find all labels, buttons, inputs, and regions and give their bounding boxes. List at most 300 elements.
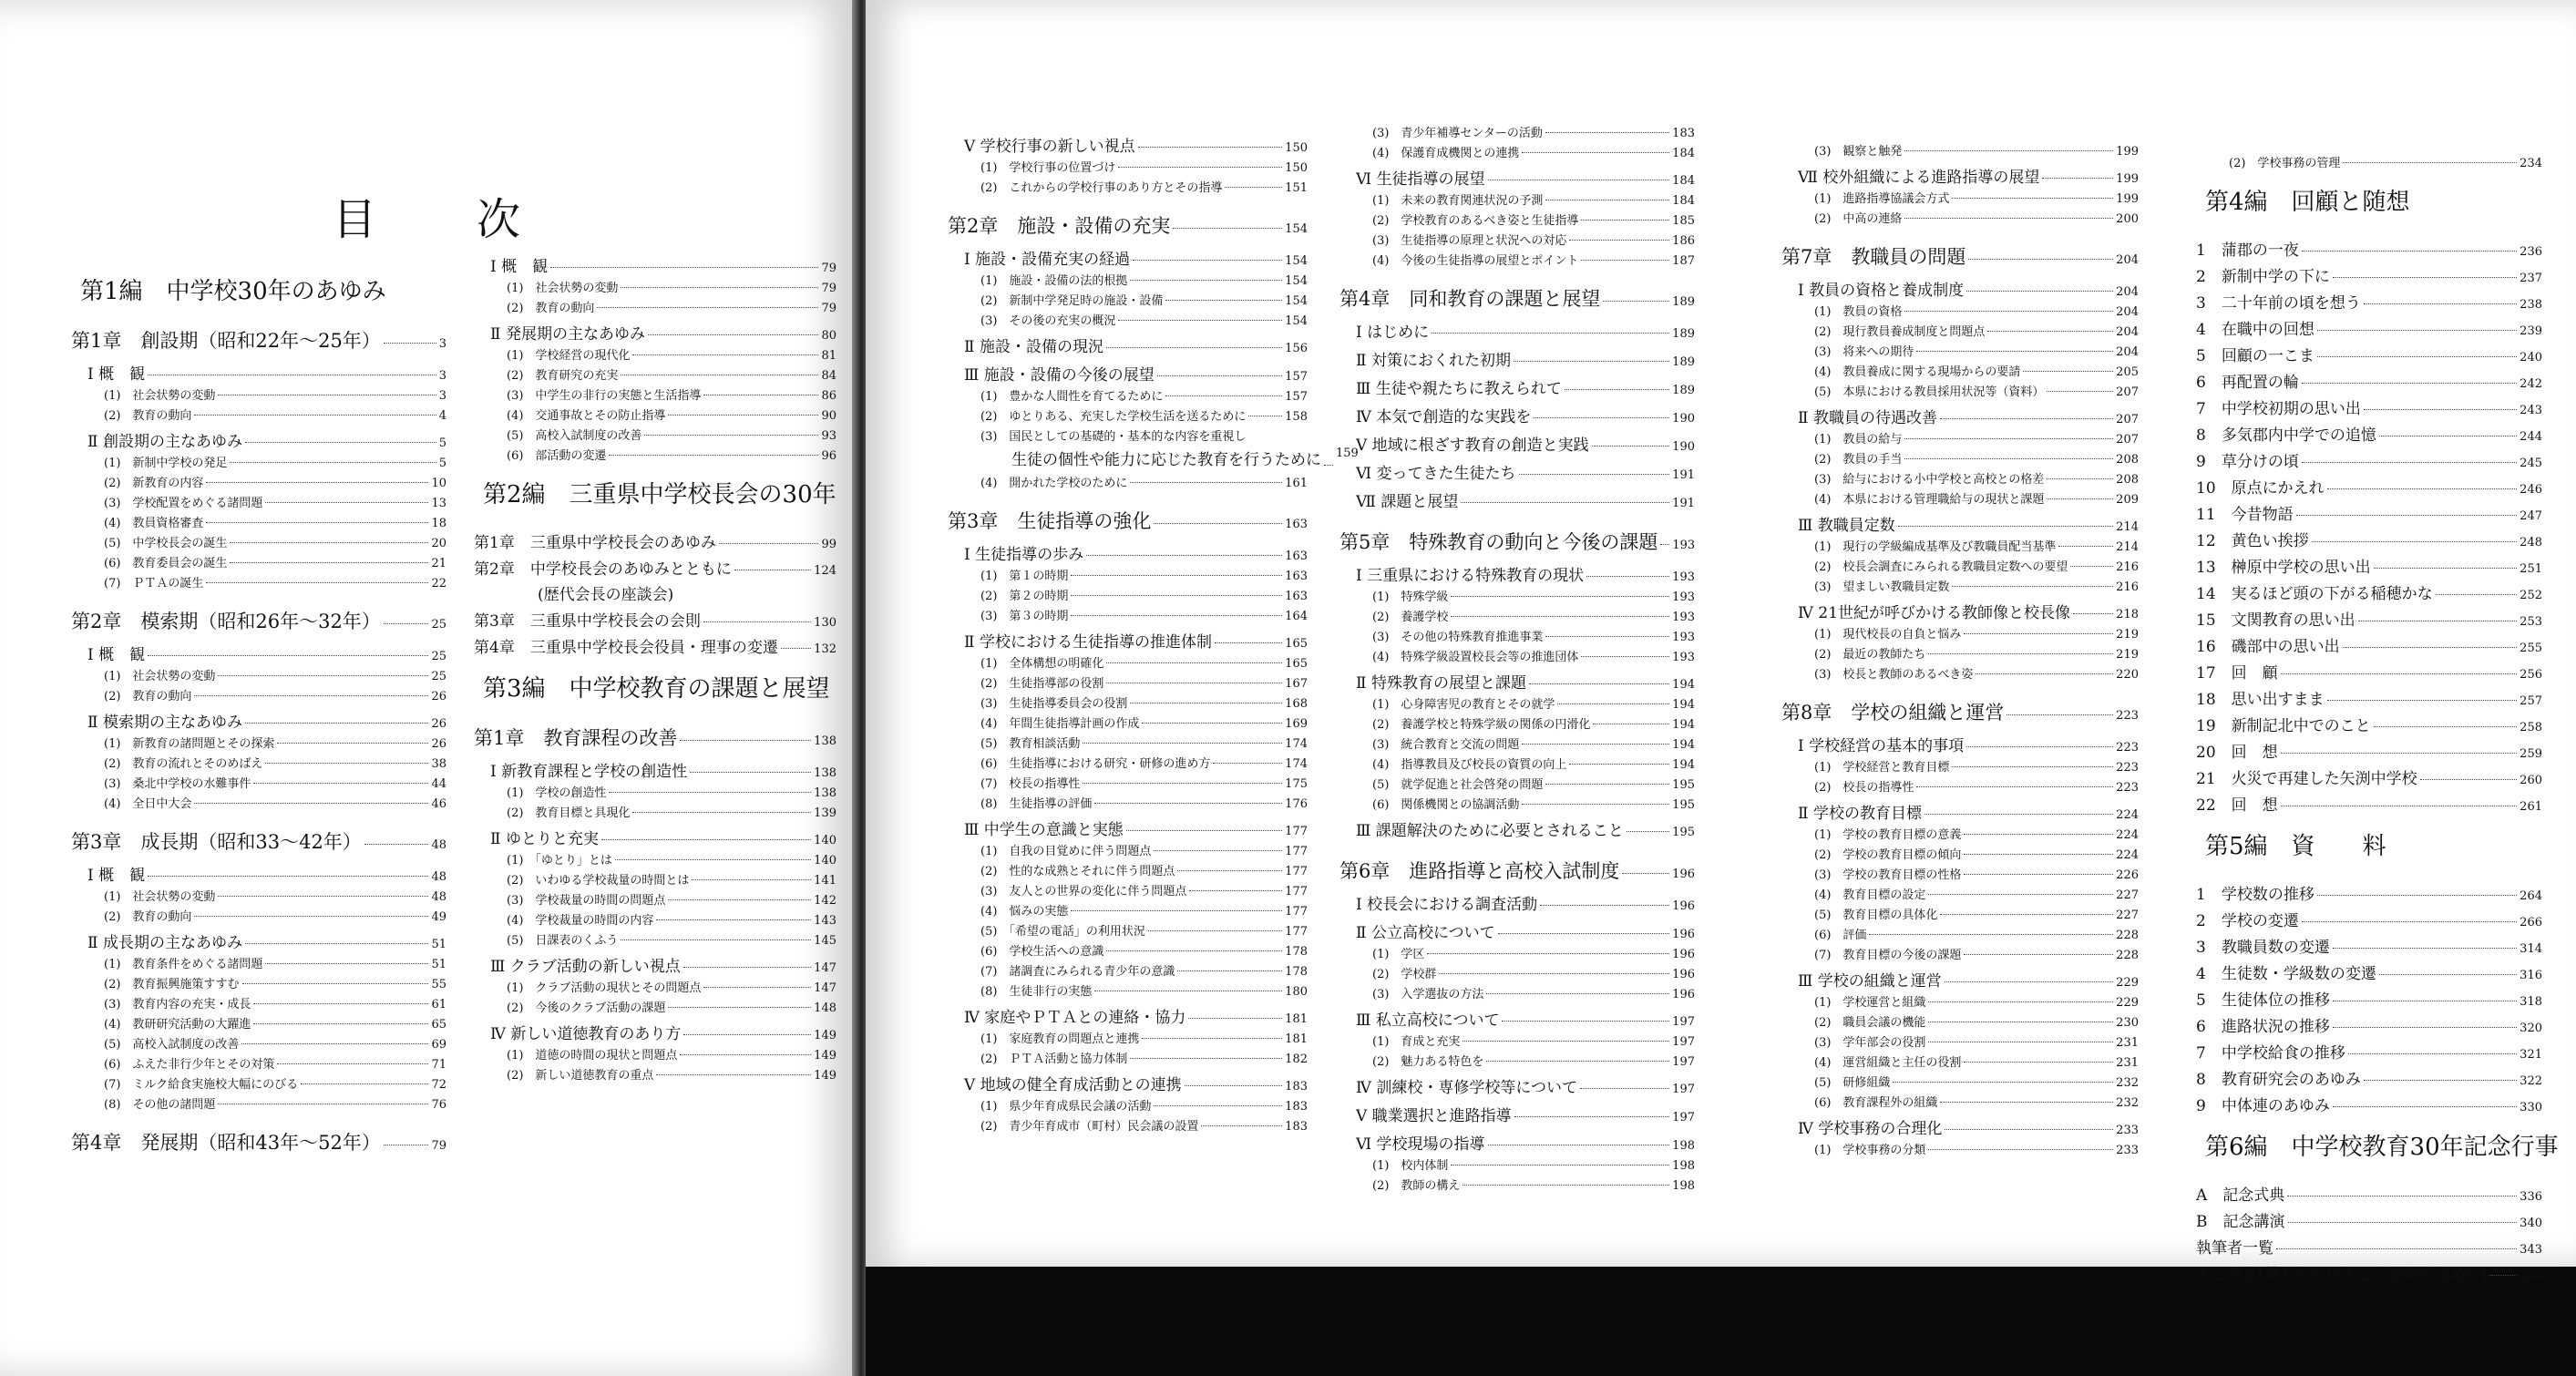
toc-page-number: 228 xyxy=(2116,929,2139,942)
toc-page-number: 13 xyxy=(431,497,446,510)
toc-page-number: 207 xyxy=(2116,385,2139,399)
toc-section xyxy=(964,629,1308,652)
toc-entry xyxy=(980,673,1308,691)
toc-page-number: 163 xyxy=(1285,570,1308,583)
toc-entry xyxy=(980,1049,1308,1066)
toc-entry xyxy=(2229,153,2542,170)
leader-dots xyxy=(2364,1080,2517,1081)
toc-entry xyxy=(1814,489,2139,507)
leader-dots xyxy=(206,522,428,523)
leader-dots xyxy=(1130,280,1282,281)
toc-section xyxy=(490,826,836,848)
toc-entry xyxy=(980,291,1308,308)
toc-entry-title: (1) 施設・設備の法的根拠 xyxy=(980,274,1128,288)
toc-entry xyxy=(1372,944,1695,961)
toc-page-number: 184 xyxy=(1672,174,1695,188)
toc-page-number: 161 xyxy=(1285,477,1308,490)
toc-chapter xyxy=(1339,857,1695,884)
toc-entry xyxy=(474,634,836,657)
toc-entry xyxy=(1814,644,2139,662)
toc-entry-title: (2) 学校教育のあるべき姿と生徒指導 xyxy=(1372,214,1579,228)
toc-entry xyxy=(2196,290,2542,313)
leader-dots xyxy=(668,415,818,416)
toc-entry xyxy=(104,887,446,904)
leader-dots xyxy=(194,695,428,696)
toc-page-number: 140 xyxy=(814,854,836,868)
leader-dots xyxy=(2374,568,2518,569)
leader-dots xyxy=(1964,834,2113,835)
leader-dots xyxy=(1627,831,1669,832)
toc-entry xyxy=(104,994,446,1011)
toc-page-number: 26 xyxy=(431,737,446,751)
toc-entry xyxy=(980,981,1308,999)
toc-entry xyxy=(1372,587,1695,604)
toc-entry-title: (6) ふえた非行少年とその対策 xyxy=(104,1058,275,1072)
toc-page-number: 252 xyxy=(2520,589,2542,602)
toc-entry xyxy=(2196,713,2542,735)
toc-entry xyxy=(1814,1053,2139,1070)
leader-dots xyxy=(277,1063,428,1064)
toc-entry-title: (3) 観察と触発 xyxy=(1814,145,1903,159)
toc-page-number: 193 xyxy=(1672,590,1695,604)
toc-entry xyxy=(1372,123,1695,140)
toc-entry-title: (4) 教員資格審査 xyxy=(104,517,204,530)
toc-entry xyxy=(507,803,836,820)
toc-section xyxy=(1356,891,1695,914)
leader-dots xyxy=(1118,320,1282,321)
toc-entry-title: Ⅰ 学校経営の基本的事項 xyxy=(1798,737,1965,755)
toc-page-number: 51 xyxy=(431,938,446,951)
toc-page-number: 264 xyxy=(2520,889,2542,903)
toc-section xyxy=(490,321,836,344)
toc-section xyxy=(1798,968,2139,991)
leader-dots xyxy=(1660,544,1669,545)
toc-entry xyxy=(1372,795,1695,812)
toc-entry xyxy=(1372,714,1695,732)
toc-entry-title: (2) 第２の時期 xyxy=(980,590,1069,603)
toc-entry xyxy=(474,529,836,552)
toc-entry xyxy=(1814,302,2139,319)
toc-entry-title: Ⅲ 施設・設備の今後の展望 xyxy=(964,366,1155,385)
toc-page-number: 208 xyxy=(2116,473,2139,487)
toc-entry xyxy=(1814,537,2139,554)
toc-entry xyxy=(104,553,446,570)
toc-section xyxy=(1356,432,1695,455)
toc-entry-title: (1) 育成と充実 xyxy=(1372,1035,1461,1049)
leader-dots xyxy=(364,844,429,845)
toc-page-number: 229 xyxy=(2116,976,2139,990)
toc-entry xyxy=(2196,1208,2542,1231)
leader-dots xyxy=(2317,356,2517,357)
toc-entry-title: Ⅰ 三重県における特殊教育の現状 xyxy=(1356,567,1585,585)
toc-entry xyxy=(507,1045,836,1063)
toc-entry-title: Ⅲ 学校の組織と運営 xyxy=(1798,972,1942,991)
leader-dots xyxy=(2302,251,2517,252)
toc-page-number: 151 xyxy=(1285,181,1308,195)
toc-page-number: 55 xyxy=(431,978,446,991)
leader-dots xyxy=(2058,546,2113,547)
leader-dots xyxy=(1928,1001,2113,1002)
toc-page-number: 174 xyxy=(1285,737,1308,751)
toc-entry-title: (2) 魅力ある特色を xyxy=(1372,1055,1484,1069)
toc-entry-title: 4 生徒数・学級数の変遷 xyxy=(2196,965,2376,983)
toc-page-number: 189 xyxy=(1672,295,1695,309)
toc-page-number: 178 xyxy=(1285,945,1308,959)
toc-entry-title: (1) 豊かな人間性を育てるために xyxy=(980,390,1164,404)
leader-dots xyxy=(1432,333,1669,334)
toc-entry xyxy=(2196,792,2542,815)
toc-page-number: 196 xyxy=(1672,968,1695,981)
toc-entry-title: Ⅰ 生徒指導の歩み xyxy=(964,546,1084,564)
leader-dots xyxy=(245,723,428,724)
leader-dots xyxy=(1893,1082,2113,1083)
leader-dots xyxy=(2288,1222,2518,1223)
toc-entry-title: 16 磯部中の思い出 xyxy=(2196,638,2340,656)
toc-page-number: 229 xyxy=(2116,996,2139,1010)
toc-page-number: 168 xyxy=(1285,697,1308,711)
leader-dots xyxy=(1177,970,1282,971)
leader-dots xyxy=(1904,458,2113,459)
toc-entry-title: B 記念講演 xyxy=(2196,1213,2285,1231)
toc-entry xyxy=(104,1014,446,1032)
leader-dots xyxy=(265,963,428,964)
toc-entry-title: 3 二十年前の頃を想う xyxy=(2196,294,2361,313)
toc-page-number: 238 xyxy=(2520,298,2542,312)
toc-entry-title: (3) 入学選抜の方法 xyxy=(1372,988,1484,1001)
toc-entry xyxy=(980,1096,1308,1114)
toc-entry-title: 第6章 進路指導と高校入試制度 xyxy=(1339,860,1620,882)
toc-entry xyxy=(2196,343,2542,365)
toc-page-number: 169 xyxy=(1285,717,1308,731)
leader-dots xyxy=(2343,162,2517,163)
toc-page-number: 314 xyxy=(2520,942,2542,956)
toc-column-2 xyxy=(474,248,836,1085)
toc-page-number: 219 xyxy=(2116,628,2139,642)
toc-page-number: 20 xyxy=(431,537,446,550)
toc-page-number: 189 xyxy=(1672,384,1695,397)
leader-dots xyxy=(265,763,428,764)
toc-entry xyxy=(104,493,446,510)
toc-entry-title: Ⅵ 学校現場の指導 xyxy=(1356,1135,1485,1154)
toc-entry-title: (1) 県少年育成県民会議の活動 xyxy=(980,1100,1152,1114)
toc-page-number: 248 xyxy=(2520,536,2542,549)
leader-dots xyxy=(601,839,811,840)
toc-entry xyxy=(1814,925,2139,942)
toc-entry-title: (5) 高校入試制度の改善 xyxy=(507,429,642,443)
toc-entry-title: Ⅱ 創設期の主なあゆみ xyxy=(87,433,242,451)
toc-entry xyxy=(104,1054,446,1072)
toc-entry xyxy=(507,1065,836,1083)
toc-page-number: 4 xyxy=(438,409,446,423)
toc-entry-title: (1) 学校事務の分類 xyxy=(1814,1144,1926,1157)
leader-dots xyxy=(2317,895,2517,896)
leader-dots xyxy=(253,783,428,784)
toc-entry xyxy=(507,446,836,463)
leader-dots xyxy=(2343,647,2518,648)
toc-entry-title: 第5章 特殊教育の動向と今後の課題 xyxy=(1339,531,1658,553)
toc-page-number: 165 xyxy=(1285,657,1308,671)
leader-dots xyxy=(2281,673,2518,674)
leader-dots xyxy=(2312,541,2518,542)
toc-page-number: 224 xyxy=(2116,828,2139,842)
leader-dots xyxy=(2333,277,2517,278)
toc-chapter xyxy=(1781,242,2139,270)
toc-entry xyxy=(104,774,446,791)
leader-dots xyxy=(1498,933,1670,934)
toc-chapter xyxy=(1781,698,2139,725)
leader-dots xyxy=(2047,391,2113,392)
toc-entry xyxy=(1814,1140,2139,1157)
toc-part-heading: 第4編 回顧と随想 xyxy=(2205,189,2410,216)
toc-entry-title: (2) ＰＴＡ活動と協力体制 xyxy=(980,1053,1128,1066)
toc-entry xyxy=(104,533,446,550)
toc-entry xyxy=(1814,429,2139,447)
toc-page-number: 93 xyxy=(821,429,836,443)
toc-page-number: 207 xyxy=(2116,413,2139,426)
toc-page-number: 157 xyxy=(1285,370,1308,384)
leader-dots xyxy=(1138,147,1282,148)
toc-entry xyxy=(104,734,446,751)
leader-dots xyxy=(690,772,811,773)
toc-entry xyxy=(2196,660,2542,683)
toc-entry xyxy=(1814,624,2139,642)
toc-entry-title: 第1章 創設期（昭和22年～25年） xyxy=(71,330,381,352)
leader-dots xyxy=(148,655,428,656)
toc-entry xyxy=(104,1034,446,1052)
toc-section xyxy=(1356,347,1695,370)
toc-entry xyxy=(1814,992,2139,1010)
toc-entry-title: 1 蒲郡の一夜 xyxy=(2196,241,2299,260)
toc-page-number: 195 xyxy=(1672,826,1695,839)
toc-entry xyxy=(2196,633,2542,656)
toc-entry-title: (6) 部活動の変遷 xyxy=(507,449,607,463)
toc-section xyxy=(1798,1115,2139,1138)
toc-page-number: 149 xyxy=(814,1069,836,1083)
toc-entry-title: 5 生徒体位の推移 xyxy=(2196,991,2330,1010)
toc-entry-title: Ⅲ 私立高校について xyxy=(1356,1011,1500,1030)
leader-dots xyxy=(1154,1105,1282,1106)
toc-page-number: 193 xyxy=(1672,611,1695,624)
toc-entry xyxy=(2196,881,2542,904)
toc-entry xyxy=(980,178,1308,195)
toc-entry-title: Ⅲ 中学生の意識と実態 xyxy=(964,821,1124,839)
leader-dots xyxy=(1987,331,2113,332)
leader-dots xyxy=(2333,948,2517,949)
leader-dots xyxy=(2374,726,2518,727)
toc-entry xyxy=(1814,1012,2139,1030)
toc-entry xyxy=(1372,251,1695,268)
toc-page-number: 187 xyxy=(1672,254,1695,268)
toc-entry-title: Ⅰ 校長会における調査活動 xyxy=(1356,896,1538,914)
toc-page-number: 214 xyxy=(2116,540,2139,554)
leader-dots xyxy=(1165,395,1282,396)
leader-dots xyxy=(1916,786,2113,787)
toc-entry xyxy=(980,754,1308,771)
toc-entry-title: A 記念式典 xyxy=(2196,1186,2285,1205)
toc-entry-title: (3) 友人との世界の変化に伴う問題点 xyxy=(980,885,1187,899)
toc-page-number: 194 xyxy=(1672,758,1695,772)
toc-entry-title: (3) 給与における小中学校と高校との格差 xyxy=(1814,473,2045,487)
leader-dots xyxy=(2276,1248,2517,1249)
toc-page-number: 80 xyxy=(821,329,836,343)
toc-page-number: 185 xyxy=(1672,214,1695,228)
leader-dots xyxy=(2327,488,2518,489)
toc-entry-title: (1) 進路指導協議会方式 xyxy=(1814,192,1950,206)
toc-page-number: 330 xyxy=(2520,1101,2542,1114)
leader-dots xyxy=(1964,633,2113,634)
toc-part-heading: 第2編 三重県中学校長会の30年 xyxy=(483,481,836,508)
toc-entry xyxy=(2196,237,2542,260)
leader-dots xyxy=(1952,766,2113,767)
toc-page-number: 181 xyxy=(1285,1012,1308,1026)
toc-entry-title: Ⅱ 成長期の主なあゆみ xyxy=(87,934,242,952)
toc-page-number: 141 xyxy=(814,874,836,888)
leader-dots xyxy=(648,334,818,335)
toc-entry xyxy=(507,365,836,383)
toc-page-number: 239 xyxy=(2520,324,2542,338)
leader-dots xyxy=(1086,555,1282,556)
toc-entry-title: 第4章 同和教育の課題と展望 xyxy=(1339,288,1601,310)
toc-entry xyxy=(1372,1176,1695,1193)
toc-section xyxy=(1798,600,2139,622)
leader-dots xyxy=(1514,361,1669,362)
toc-page-number: 204 xyxy=(2116,345,2139,359)
toc-entry xyxy=(507,978,836,995)
toc-chapter xyxy=(71,827,446,855)
toc-entry xyxy=(104,1074,446,1092)
leader-dots xyxy=(632,354,818,355)
leader-dots xyxy=(242,983,429,984)
leader-dots xyxy=(1461,502,1669,503)
toc-entry-title: Ⅱ 学校の教育目標 xyxy=(1798,805,1922,823)
toc-entry xyxy=(980,426,1308,444)
toc-entry-title: (7) 諸調査にみられる青少年の意識 xyxy=(980,965,1175,979)
toc-page-number: 195 xyxy=(1672,798,1695,812)
leader-dots xyxy=(1201,1125,1282,1126)
toc-entry-title: (3) 学校の教育目標の性格 xyxy=(1814,868,1962,882)
leader-dots xyxy=(384,343,436,344)
toc-entry-title: Ⅴ 地域に根ざす教育の創造と実践 xyxy=(1356,436,1589,455)
toc-page-number: 150 xyxy=(1285,161,1308,175)
toc-entry-title: (2) 教育の動向 xyxy=(104,910,192,924)
toc-page-number: 190 xyxy=(1672,440,1695,454)
toc-entry-title: (6) 生徒指導における研究・研修の進め方 xyxy=(980,757,1211,771)
toc-page-number: 198 xyxy=(1672,1159,1695,1173)
toc-entry xyxy=(104,573,446,590)
toc-entry-title: 第4章 三重県中学校長会役員・理事の変遷 xyxy=(474,639,778,657)
toc-page-number: 46 xyxy=(431,797,446,811)
toc-page-number: 69 xyxy=(431,1038,446,1052)
toc-page-number: 38 xyxy=(431,757,446,771)
toc-entry xyxy=(2196,686,2542,709)
toc-entry-title: (5) 本県における教員採用状況等（資料） xyxy=(1814,385,2045,399)
toc-entry-title: (6) 関係機関との協調活動 xyxy=(1372,798,1520,812)
toc-entry-title: 9 草分けの頃 xyxy=(2196,453,2299,471)
leader-dots xyxy=(253,1023,428,1024)
toc-entry xyxy=(507,850,836,868)
toc-entry-title: (2) 教育の動向 xyxy=(104,409,192,423)
toc-section xyxy=(1356,562,1695,585)
leader-dots xyxy=(148,876,428,877)
toc-page-number: 253 xyxy=(2520,615,2542,629)
toc-entry xyxy=(474,556,836,579)
toc-section xyxy=(964,1004,1308,1027)
toc-page-number: 343 xyxy=(2520,1243,2542,1257)
toc-entry xyxy=(980,386,1308,404)
toc-page-number: 242 xyxy=(2520,377,2542,391)
toc-entry-title: 10 原点にかえれ xyxy=(2196,479,2325,498)
leader-dots xyxy=(1157,375,1282,376)
toc-entry-title: (4) 教育目標の設定 xyxy=(1814,888,1926,902)
leader-dots xyxy=(1976,673,2113,674)
toc-page-number: 320 xyxy=(2520,1022,2542,1035)
toc-page-number: 71 xyxy=(431,1058,446,1072)
toc-chapter xyxy=(71,607,446,634)
toc-page-number: 180 xyxy=(1285,985,1308,999)
toc-section xyxy=(490,758,836,781)
toc-entry-title: (3) 学校裁量の時間の問題点 xyxy=(507,894,666,908)
toc-page-number: 148 xyxy=(814,1001,836,1015)
toc-page-number: 256 xyxy=(2520,668,2542,682)
toc-section xyxy=(1356,488,1695,511)
toc-entry-title: Ⅳ 家庭やＰＴＡとの連絡・協力 xyxy=(964,1009,1186,1027)
toc-column-1 xyxy=(71,260,446,1163)
leader-dots xyxy=(615,859,811,860)
toc-entry xyxy=(1814,577,2139,594)
toc-page-number: 197 xyxy=(1672,1055,1695,1069)
toc-entry xyxy=(1372,984,1695,1001)
toc-entry-title: Ⅰ 概 観 xyxy=(87,646,146,664)
toc-entry-title: (1) 学校の教育目標の意義 xyxy=(1814,828,1962,842)
leader-dots xyxy=(2281,753,2518,754)
toc-entry xyxy=(980,861,1308,878)
toc-entry-title: (4) 特殊学級設置校長会等の推進団体 xyxy=(1372,651,1579,664)
leader-dots xyxy=(2042,178,2113,179)
toc-entry-title: 11 今昔物語 xyxy=(2196,506,2294,524)
toc-entry xyxy=(2196,263,2542,286)
toc-entry xyxy=(980,941,1308,959)
toc-entry xyxy=(1814,189,2139,206)
toc-entry-title: Ⅱ 発展期の主なあゆみ xyxy=(490,325,645,344)
leader-dots xyxy=(1869,934,2113,935)
toc-page-number: 189 xyxy=(1672,355,1695,369)
toc-page-number: 226 xyxy=(2116,868,2139,882)
toc-entry-title: (4) 教研研究活動の大躍進 xyxy=(104,1018,251,1032)
toc-entry xyxy=(104,686,446,703)
toc-entry xyxy=(1372,1032,1695,1049)
toc-entry xyxy=(507,278,836,295)
toc-page-number: 154 xyxy=(1285,274,1308,288)
toc-page-number: 220 xyxy=(2116,668,2139,682)
toc-note: (歴代会長の座談会) xyxy=(538,586,674,604)
toc-entry-title: (2) 教育の動向 xyxy=(507,302,595,315)
leader-dots xyxy=(1451,616,1669,617)
toc-entry-title: (1) 特殊学級 xyxy=(1372,590,1449,604)
toc-entry-title: (1) 未来の教育関連状況の予測 xyxy=(1372,194,1544,208)
leader-dots xyxy=(1940,914,2113,915)
toc-entry xyxy=(1372,627,1695,644)
toc-page-number: 208 xyxy=(2116,453,2139,467)
toc-entry-title: 第8章 学校の組織と運営 xyxy=(1781,702,2005,724)
leader-dots xyxy=(1904,150,2113,151)
toc-entry-title: (5) 中学校長会の誕生 xyxy=(104,537,228,550)
toc-page-number: 147 xyxy=(814,961,836,975)
toc-entry-title: (4) 保護育成機関との連携 xyxy=(1372,147,1520,160)
toc-page-number: 216 xyxy=(2116,580,2139,594)
toc-entry xyxy=(980,406,1308,424)
toc-section xyxy=(87,929,446,952)
leader-dots xyxy=(2436,594,2518,595)
